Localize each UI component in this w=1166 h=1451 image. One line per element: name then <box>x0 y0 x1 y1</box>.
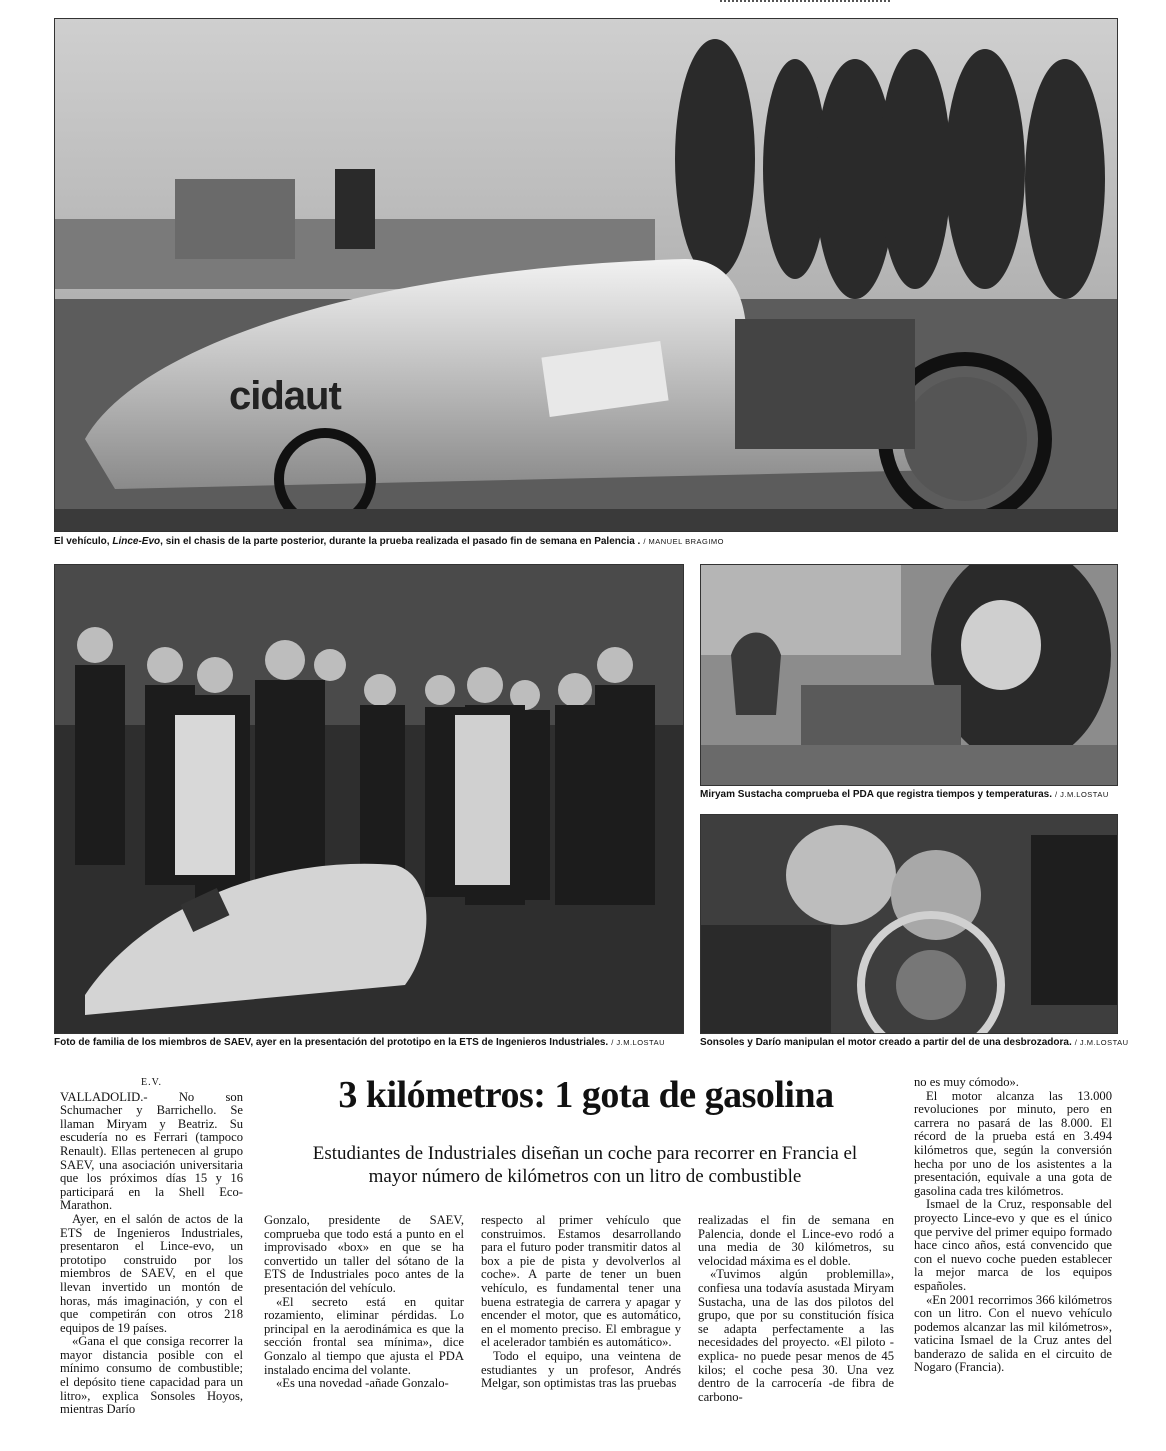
article-column-4 <box>698 1214 894 1404</box>
paragraph: no es muy cómodo». <box>914 1075 1019 1089</box>
paragraph: «Es una novedad -añade Gonzalo- <box>276 1376 449 1391</box>
engine-photo <box>700 814 1118 1034</box>
top-photo-caption <box>54 535 724 548</box>
article-column-5 <box>914 1076 1112 1375</box>
article-headline: 3 kilómetros: 1 gota de gasolina <box>338 1074 834 1116</box>
family-photo-credit: / J.M.LOSTAU <box>611 1038 666 1047</box>
top-caption-prefix: El vehículo, <box>54 536 113 547</box>
paragraph: Ayer, en el salón de actos de la ETS de Ingenieros Industriales, presentaron el Lince-evo, un prototipo construido por los miembros de SAEV, en el que llevan invertido un montón de horas, más imaginación, y con el que competirán con otros 218 equipos de 19 países. <box>60 1211 243 1335</box>
page-header-rule <box>720 0 890 6</box>
top-caption-suffix: , sin el chasis de la parte posterior, durante la prueba realizada el pasado fin de semana en Palencia . <box>160 536 641 547</box>
paragraph: Ismael de la Cruz, responsable del proyecto Lince-evo y que es el único que pervive del primer equipo formado hace cinco años, está convencido que con el nuevo coche pueden establecer la mejor marca de los equipos españoles. <box>914 1197 1112 1293</box>
paragraph: «Gana el que consiga recorrer la mayor distancia posible con el mínimo consumo de combustible; el depósito tiene capacidad para un litro», explica Sonsoles Hoyos, mientras Darío <box>60 1334 243 1417</box>
pda-photo-credit: / J.M.LOSTAU <box>1054 790 1109 799</box>
family-caption-text: Foto de familia de los miembros de SAEV, ayer en la presentación del prototipo en la ETS de Ingenieros Industriales. <box>54 1037 609 1048</box>
article-column-2 <box>264 1214 464 1391</box>
engine-caption-text: Sonsoles y Darío manipulan el motor creado a partir del de una desbrozadora. <box>700 1037 1072 1048</box>
paragraph: respecto al primer vehículo que construimos. Estamos desarrollando para el futuro poder transmitir datos al box a pie de pista y devolverlos al coche». A parte de tener un buen vehículo, es fundamental tener una buena estrategia de carrera y apagar y encender el motor, que es automático, en el momento preciso. El embrague y el acelerador también es automático». <box>481 1213 681 1350</box>
paragraph: El motor alcanza las 13.000 revoluciones por minuto, pero en carrera no pasará de las 8.000. El récord de la prueba está en 3.494 kilómetros que, según la conversión hecha por uno de los asistentes a la presentación, equivale a una gota de gasolina cada tres kilómetros. <box>914 1088 1112 1198</box>
top-caption-car-name: Lince-Evo <box>112 536 161 547</box>
article-column-3 <box>481 1214 681 1391</box>
paragraph: «Tuvimos algún problemilla», confiesa una todavía asustada Miryam Sustacha, una de las dos pilotos del grupo, que por su constitución física se adapta perfectamente a las necesidades del proyecto. «El piloto -explica- no puede pesar menos de 45 kilos; el coche pesa 30. Una vez dentro de la carrocería -de fibra de carbono- <box>698 1267 894 1404</box>
top-photo-credit: / MANUEL BRAGIMO <box>643 537 724 546</box>
pda-caption-text: Miryam Sustacha comprueba el PDA que registra tiempos y temperaturas. <box>700 789 1052 800</box>
paragraph: «El secreto está en quitar rozamiento, eliminar pérdidas. Lo principal en la aerodinámica es que la sección frontal sea mínima», dice Gonzalo al tiempo que ajusta el PDA instalado encima del volante. <box>264 1294 464 1377</box>
family-photo <box>54 564 684 1034</box>
family-photo-caption <box>54 1036 665 1049</box>
pda-photo-caption <box>700 788 1109 801</box>
article-column-1 <box>60 1076 243 1417</box>
paragraph: Todo el equipo, una veintena de estudiantes y un profesor, Andrés Melgar, son optimistas tras las pruebas <box>481 1348 681 1391</box>
paragraph: VALLADOLID.- No son Schumacher y Barrichello. Se llaman Miryam y Beatriz. Su escudería no es Ferrari (tampoco Renault). Ellas pertenecen al grupo SAEV, una asociación universitaria que los próximos días 15 y 16 participará en la Shell Eco-Marathon. <box>60 1089 243 1213</box>
article-byline: E.V. <box>140 1077 163 1088</box>
engine-photo-caption <box>700 1036 1129 1049</box>
pda-photo <box>700 564 1118 786</box>
paragraph: Gonzalo, presidente de SAEV, comprueba que todo está a punto en el improvisado «box» en que se ha convertido un taller del sótano de la ETS de Industriales poco antes de la presentación del vehículo. <box>264 1213 464 1295</box>
paragraph: «En 2001 recorrimos 366 kilómetros con un litro. Con el nuevo vehículo podemos alcanzar las mil kilómetros», vaticina Ismael de la Cruz antes del banderazo de salida en el circuito de Nogaro (Francia). <box>914 1292 1112 1375</box>
article-subhead: Estudiantes de Industriales diseñan un coche para recorrer en Francia el mayor número de kilómetros con un litro de combustible <box>312 1143 858 1187</box>
paragraph: realizadas el fin de semana en Palencia, donde el Lince-evo rodó a una media de 30 kilómetros, su velocidad máxima es el doble. <box>698 1213 894 1268</box>
car-logo-text: cidaut <box>229 374 341 418</box>
top-photo-car-test <box>54 18 1118 532</box>
engine-photo-credit: / J.M.LOSTAU <box>1074 1038 1129 1047</box>
